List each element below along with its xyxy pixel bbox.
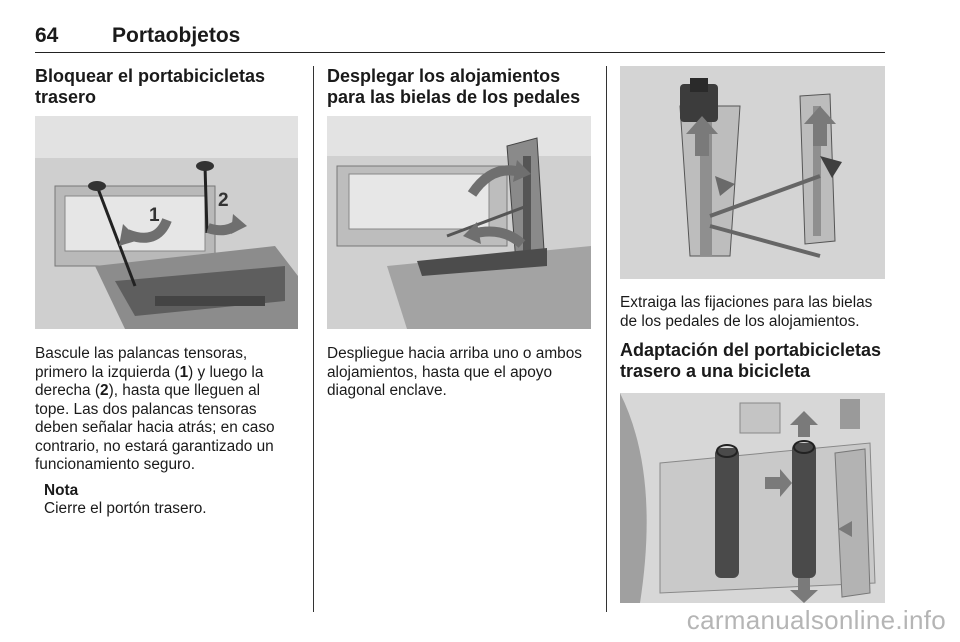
column-adapt-carrier bbox=[620, 66, 885, 603]
section-title: Portaobjetos bbox=[112, 24, 241, 47]
note-title: Nota bbox=[44, 481, 79, 499]
illustration-pedal-fixings bbox=[620, 66, 885, 279]
page-number: 64 bbox=[35, 24, 59, 47]
heading-lock-carrier: Bloquear el portabicicletas trasero bbox=[35, 66, 266, 107]
illustration-pedal-mounts bbox=[327, 116, 591, 329]
caption-pedal-fixings: Extraiga las fijaciones para las bielas de los pedales de los alojamientos. bbox=[620, 294, 873, 330]
column-divider-1 bbox=[313, 66, 314, 612]
illustration-adapt-carrier bbox=[620, 393, 885, 603]
note-text: Cierre el portón trasero. bbox=[44, 500, 207, 517]
illustration-tension-levers bbox=[35, 116, 298, 329]
heading-pedal-mounts: Desplegar los alojamientos para las bielas de los pedales bbox=[327, 66, 581, 107]
body-pedal-mounts: Despliegue hacia arriba uno o ambos alojamientos, hasta que el apoyo diagonal enclave. bbox=[327, 345, 582, 399]
callout-1: 1 bbox=[149, 205, 160, 226]
watermark: carmanualsonline.info bbox=[686, 605, 946, 635]
column-pedal-mounts bbox=[327, 66, 591, 401]
callout-2: 2 bbox=[218, 190, 229, 211]
heading-adapt-carrier: Adaptación del portabicicletas trasero a una bicicleta bbox=[620, 340, 882, 381]
body-lock-carrier: Bascule las palancas tensoras, primero la izquierda (1) y luego la derecha (2), hasta que lleguen al tope. Las dos palancas tensoras deben señalar hacia atrás; en caso contrario, no estará garantizado un funcionamiento seguro. bbox=[35, 345, 275, 473]
column-divider-2 bbox=[606, 66, 607, 612]
page-header bbox=[35, 22, 885, 53]
column-lock-carrier bbox=[35, 66, 298, 519]
